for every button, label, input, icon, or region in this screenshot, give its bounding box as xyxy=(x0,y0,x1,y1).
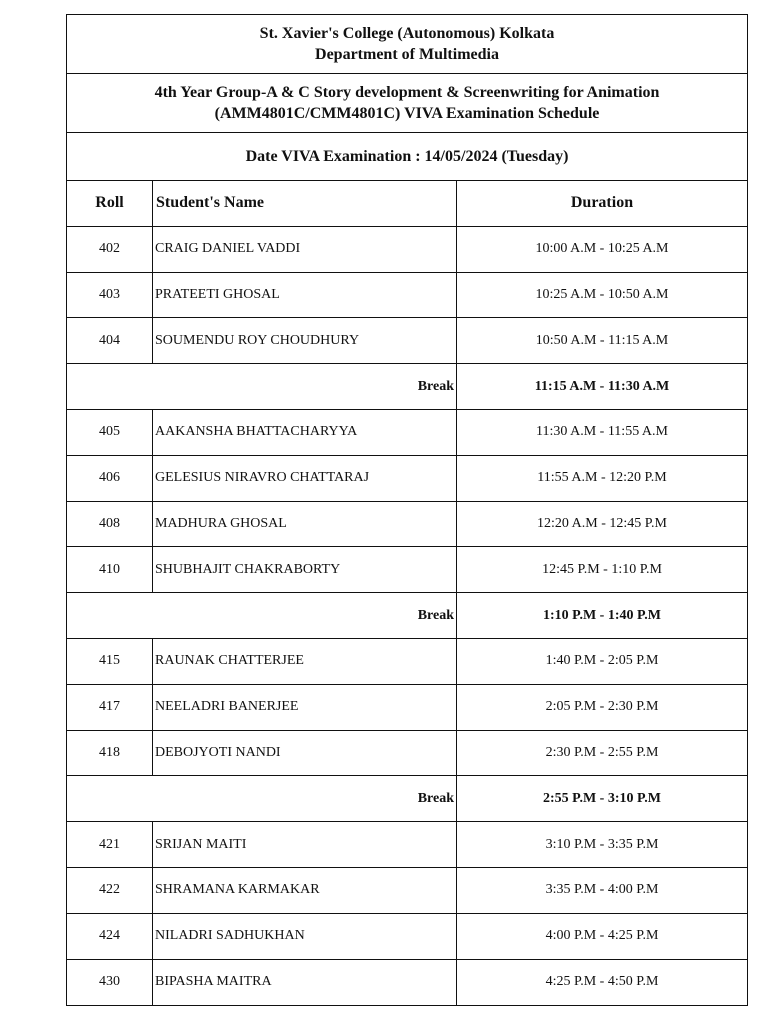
break-row xyxy=(67,364,747,410)
break-label: Break xyxy=(67,364,457,409)
break-time: 11:15 A.M - 11:30 A.M xyxy=(534,378,670,394)
column-header-roll: Roll xyxy=(67,181,153,226)
student-name-cell: SHUBHAJIT CHAKRABORTY xyxy=(153,547,457,592)
table-row xyxy=(67,868,747,914)
student-name-cell: NEELADRI BANERJEE xyxy=(153,685,457,730)
duration-cell: 12:45 P.M - 1:10 P.M xyxy=(542,561,662,577)
table-row xyxy=(67,822,747,868)
table-row xyxy=(67,547,747,593)
exam-title-block xyxy=(67,74,747,133)
roll-cell: 404 xyxy=(67,318,153,363)
schedule-title: (AMM4801C/CMM4801C) VIVA Examination Schedule xyxy=(214,105,600,122)
duration-cell: 11:30 A.M - 11:55 A.M xyxy=(536,424,668,440)
column-header-duration: Duration xyxy=(570,194,634,212)
table-row xyxy=(67,731,747,777)
student-name-cell: DEBOJYOTI NANDI xyxy=(153,731,457,776)
table-row xyxy=(67,502,747,548)
table-row xyxy=(67,410,747,456)
duration-cell: 12:20 A.M - 12:45 P.M xyxy=(537,515,667,531)
roll-cell: 410 xyxy=(67,547,153,592)
duration-cell: 3:10 P.M - 3:35 P.M xyxy=(545,836,659,852)
student-name-cell: AAKANSHA BHATTACHARYYA xyxy=(153,410,457,455)
break-time: 2:55 P.M - 3:10 P.M xyxy=(543,790,661,806)
column-header-name: Student's Name xyxy=(153,181,457,226)
student-name-cell: SOUMENDU ROY CHOUDHURY xyxy=(153,318,457,363)
roll-cell: 424 xyxy=(67,914,153,959)
roll-cell: 415 xyxy=(67,639,153,684)
exam-date: Date VIVA Examination : 14/05/2024 (Tuesday) xyxy=(67,133,747,181)
break-time: 1:10 P.M - 1:40 P.M xyxy=(543,607,661,623)
duration-cell: 4:25 P.M - 4:50 P.M xyxy=(545,974,659,990)
roll-cell: 402 xyxy=(67,227,153,272)
roll-cell: 406 xyxy=(67,456,153,501)
table-row xyxy=(67,318,747,364)
break-label: Break xyxy=(67,593,457,638)
student-name-cell: SHRAMANA KARMAKAR xyxy=(153,868,457,913)
break-row xyxy=(67,593,747,639)
roll-cell: 422 xyxy=(67,868,153,913)
duration-cell: 4:00 P.M - 4:25 P.M xyxy=(545,928,659,944)
duration-cell: 10:50 A.M - 11:15 A.M xyxy=(535,332,669,348)
table-row xyxy=(67,456,747,502)
schedule-table-body xyxy=(67,227,747,1006)
schedule-sheet xyxy=(66,14,748,1006)
roll-cell: 403 xyxy=(67,273,153,318)
break-row xyxy=(67,776,747,822)
table-row xyxy=(67,273,747,319)
student-name-cell: SRIJAN MAITI xyxy=(153,822,457,867)
table-header-row xyxy=(67,181,747,227)
roll-cell: 417 xyxy=(67,685,153,730)
table-row xyxy=(67,227,747,273)
table-row xyxy=(67,685,747,731)
table-row xyxy=(67,639,747,685)
roll-cell: 421 xyxy=(67,822,153,867)
roll-cell: 408 xyxy=(67,502,153,547)
roll-cell: 405 xyxy=(67,410,153,455)
student-name-cell: CRAIG DANIEL VADDI xyxy=(153,227,457,272)
duration-cell: 3:35 P.M - 4:00 P.M xyxy=(545,882,659,898)
department-name: Department of Multimedia xyxy=(315,46,499,63)
duration-cell: 11:55 A.M - 12:20 P.M xyxy=(537,470,667,486)
student-name-cell: RAUNAK CHATTERJEE xyxy=(153,639,457,684)
roll-cell: 430 xyxy=(67,960,153,1006)
college-header xyxy=(67,15,747,74)
table-row xyxy=(67,960,747,1006)
duration-cell: 1:40 P.M - 2:05 P.M xyxy=(545,653,659,669)
student-name-cell: NILADRI SADHUKHAN xyxy=(153,914,457,959)
student-name-cell: MADHURA GHOSAL xyxy=(153,502,457,547)
student-name-cell: BIPASHA MAITRA xyxy=(153,960,457,1006)
duration-cell: 10:25 A.M - 10:50 A.M xyxy=(535,286,669,302)
duration-cell: 10:00 A.M - 10:25 A.M xyxy=(535,241,669,257)
break-label: Break xyxy=(67,776,457,821)
course-title: 4th Year Group-A & C Story development & Screenwriting for Animation xyxy=(154,84,660,101)
roll-cell: 418 xyxy=(67,731,153,776)
duration-cell: 2:30 P.M - 2:55 P.M xyxy=(545,744,659,760)
table-row xyxy=(67,914,747,960)
student-name-cell: PRATEETI GHOSAL xyxy=(153,273,457,318)
college-name: St. Xavier's College (Autonomous) Kolkata xyxy=(259,25,555,42)
student-name-cell: GELESIUS NIRAVRO CHATTARAJ xyxy=(153,456,457,501)
duration-cell: 2:05 P.M - 2:30 P.M xyxy=(545,699,659,715)
